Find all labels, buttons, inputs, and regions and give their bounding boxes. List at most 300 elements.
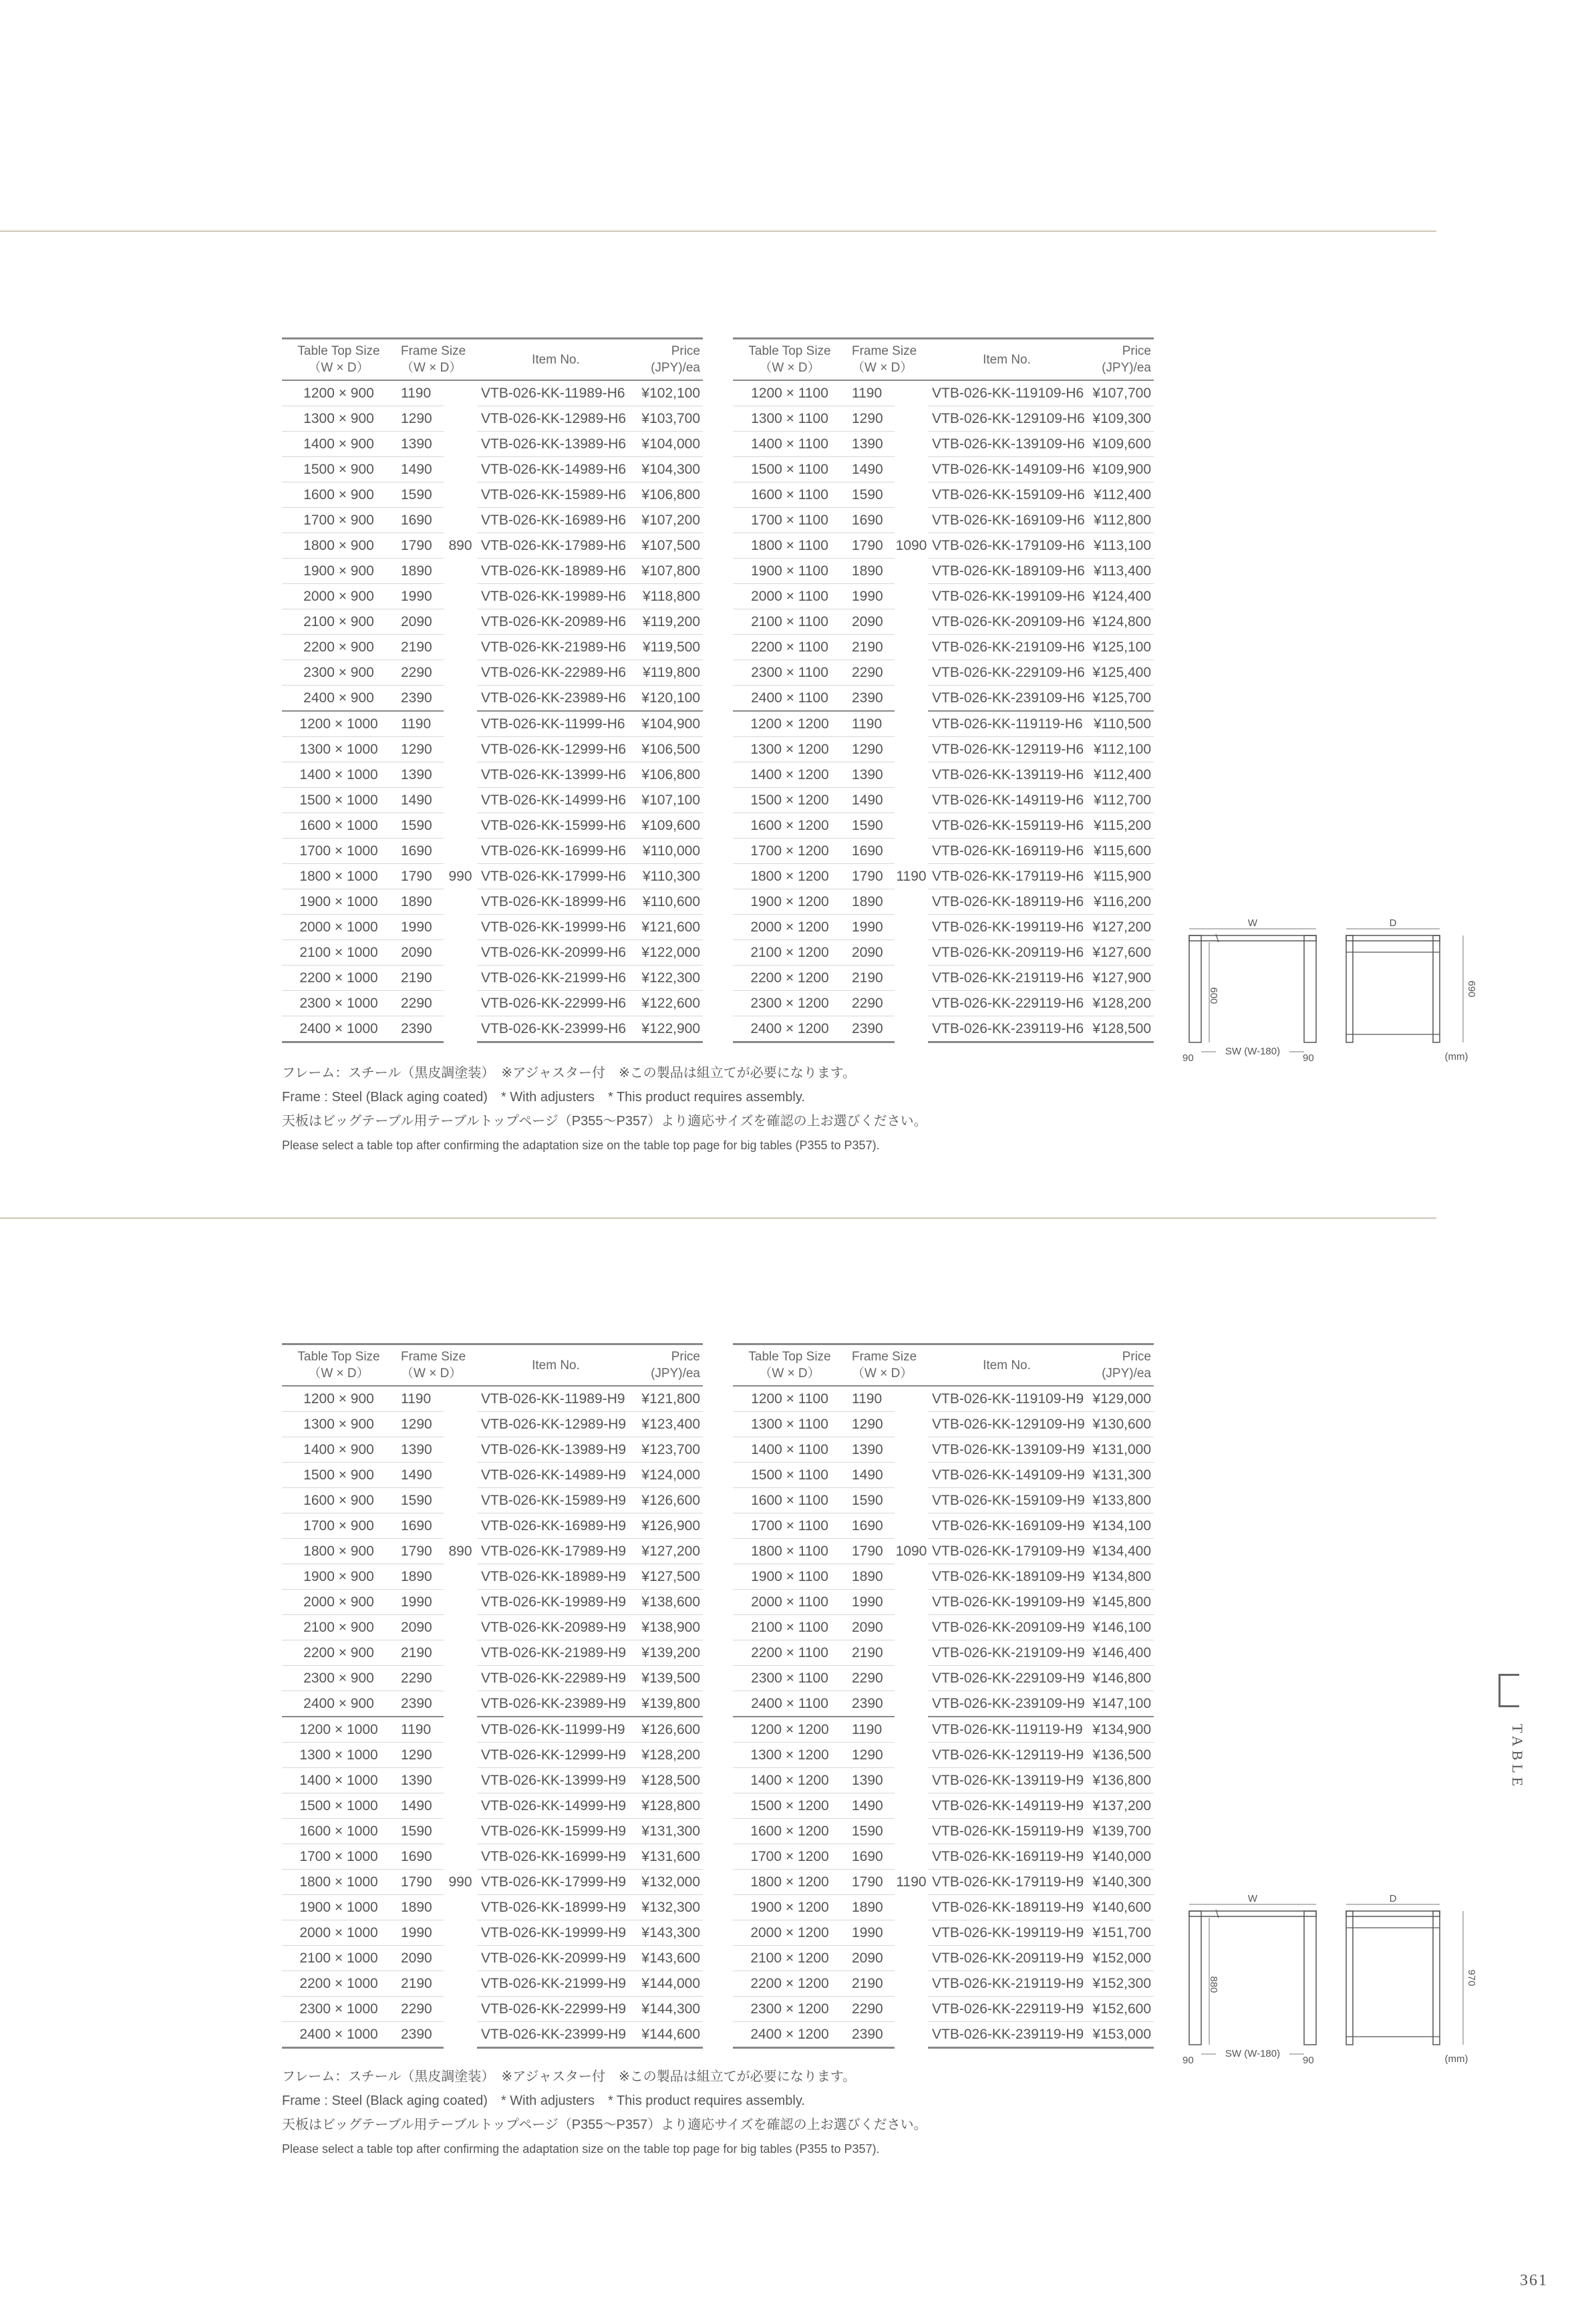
table-row [733,1615,1154,1640]
item-number: VTB-026-KK-119109-H9 [928,1386,1082,1412]
item-number: VTB-026-KK-239119-H9 [928,2022,1082,2048]
table-top-size: 1600 × 1200 [733,1819,846,1844]
frame-width: 2390 [846,2022,895,2048]
item-number: VTB-026-KK-129119-H6 [928,737,1082,762]
frame-width: 2390 [396,686,444,712]
table-top-size: 2400 × 900 [282,686,396,712]
item-number: VTB-026-KK-229119-H6 [928,991,1082,1016]
frame-width: 2290 [846,1666,895,1691]
table-top-size: 2200 × 1000 [282,1971,396,1997]
price: ¥116,200 [1082,889,1154,915]
frame-width: 1890 [846,889,895,915]
table-top-size: 1600 × 900 [282,1488,396,1513]
item-number: VTB-026-KK-11999-H9 [477,1717,631,1743]
table-top-size: 1300 × 1200 [733,1743,846,1768]
table-top-size: 1400 × 1100 [733,1437,846,1463]
item-number: VTB-026-KK-14989-H9 [477,1463,631,1488]
frame-width: 1690 [396,1513,444,1539]
frame-width: 1790 [396,864,444,889]
table-row [733,406,1154,432]
table-row [282,1488,703,1513]
table-top-size: 2100 × 900 [282,1615,396,1640]
price: ¥112,100 [1082,737,1154,762]
table-top-size: 1700 × 1100 [733,508,846,533]
notes [282,2065,927,2161]
price: ¥147,100 [1082,1691,1154,1717]
item-number: VTB-026-KK-209109-H9 [928,1615,1082,1640]
item-number: VTB-026-KK-14989-H6 [477,457,631,482]
table-row [282,1920,703,1946]
item-number: VTB-026-KK-139109-H6 [928,432,1082,457]
frame-width: 1490 [846,457,895,482]
item-number: VTB-026-KK-13989-H6 [477,432,631,457]
leg-width-label: 90 [1182,1052,1194,1062]
table-row [282,1793,703,1819]
item-number: VTB-026-KK-17989-H6 [477,533,631,559]
item-number: VTB-026-KK-16999-H9 [477,1844,631,1870]
item-number: VTB-026-KK-19999-H9 [477,1920,631,1946]
frame-width: 1290 [396,406,444,432]
table-top-size: 2000 × 1100 [733,1590,846,1615]
price: ¥124,400 [1082,584,1154,609]
table-row [733,508,1154,533]
item-number: VTB-026-KK-22989-H9 [477,1666,631,1691]
frame-width: 2290 [396,1666,444,1691]
frame-width: 2190 [396,1640,444,1666]
table-top-size: 2300 × 1000 [282,991,396,1016]
frame-width: 1290 [396,737,444,762]
frame-width: 1790 [396,1870,444,1895]
side-right-leg [1433,935,1440,1042]
price: ¥127,500 [631,1564,703,1590]
section-divider [0,1217,1436,1219]
table-top-size: 2300 × 900 [282,660,396,686]
frame-width: 1690 [846,839,895,864]
frame-width: 1990 [846,915,895,940]
depth-label: D [1389,917,1397,929]
frame-width: 2190 [846,1640,895,1666]
table-top-size: 1900 × 1200 [733,1895,846,1920]
item-number: VTB-026-KK-23989-H6 [477,686,631,712]
table-top-size: 1200 × 1200 [733,711,846,737]
note-jp-material: フレーム：スチール（黒皮調塗装） ※アジャスター付 ※この製品は組立てが必要になります。 [282,1066,856,1080]
table-row [733,864,1154,889]
table-top-size: 1700 × 1000 [282,1844,396,1870]
price: ¥109,600 [631,813,703,839]
table-row [733,889,1154,915]
table-top-size: 2400 × 900 [282,1691,396,1717]
table-row [282,737,703,762]
item-number: VTB-026-KK-229119-H9 [928,1997,1082,2022]
table-top-size: 1300 × 1000 [282,1743,396,1768]
item-number: VTB-026-KK-139119-H6 [928,762,1082,788]
table-top-size: 1700 × 900 [282,1513,396,1539]
price: ¥106,800 [631,762,703,788]
table-top-size: 1800 × 1200 [733,1870,846,1895]
note-jp-tabletop: 天板はビッグテーブル用テーブルトップページ（P355〜P357）より適応サイズを確認の上お選びください。 [282,2118,927,2132]
table-top-size: 1900 × 1100 [733,559,846,584]
item-number: VTB-026-KK-13999-H9 [477,1768,631,1793]
frame-width: 2290 [846,1997,895,2022]
price: ¥121,800 [631,1386,703,1412]
price: ¥152,000 [1082,1946,1154,1971]
frame-width: 1990 [396,1590,444,1615]
frame-width: 1190 [396,1386,444,1412]
price: ¥122,900 [631,1016,703,1042]
frame-width: 2390 [396,1691,444,1717]
price: ¥124,800 [1082,609,1154,635]
table-top-size: 2300 × 900 [282,1666,396,1691]
section-tab-label: TABLE [1509,1724,1526,1791]
table-top-size: 1900 × 1100 [733,1564,846,1590]
frame-depth: 890 [448,1544,472,1559]
table-row [282,635,703,660]
table-top-size: 2200 × 1200 [733,1971,846,1997]
frame-width: 1490 [396,788,444,813]
table-top-size: 1400 × 900 [282,432,396,457]
price: ¥134,400 [1082,1539,1154,1564]
price: ¥139,800 [631,1691,703,1717]
table-row [282,432,703,457]
frame-width: 1290 [846,1412,895,1437]
page-number: 361 [1520,2272,1548,2289]
frame-width: 1390 [846,432,895,457]
item-number: VTB-026-KK-169119-H9 [928,1844,1082,1870]
table-top-size: 1500 × 1100 [733,457,846,482]
note-jp-tabletop: 天板はビッグテーブル用テーブルトップページ（P355〜P357）より適応サイズを確認の上お選びください。 [282,1114,927,1129]
table-top-size: 2000 × 900 [282,584,396,609]
table-row [282,406,703,432]
header-frame-size: Frame Size （W × D） [846,1344,928,1387]
frame-width: 1990 [396,915,444,940]
table-row [282,864,703,889]
table-row [733,940,1154,966]
table-top-size: 2200 × 1100 [733,635,846,660]
item-number: VTB-026-KK-22999-H6 [477,991,631,1016]
price: ¥119,200 [631,609,703,635]
frame-width: 1290 [846,406,895,432]
table-row [282,559,703,584]
frame-width: 1690 [396,1844,444,1870]
table-top-size: 2100 × 1000 [282,1946,396,1971]
table-top-size: 2300 × 1200 [733,1997,846,2022]
table-row [733,1743,1154,1768]
price: ¥106,500 [631,737,703,762]
table-top-size: 1700 × 1000 [282,839,396,864]
frame-width: 1590 [846,1488,895,1513]
item-number: VTB-026-KK-11999-H6 [477,711,631,737]
frame-width: 2290 [846,660,895,686]
price: ¥138,600 [631,1590,703,1615]
item-number: VTB-026-KK-21989-H6 [477,635,631,660]
header-price: Price (JPY)/ea [1082,1344,1154,1387]
note-en-material: Frame : Steel (Black aging coated) * With adjusters * This product requires assembly. [282,1090,805,1105]
frame-width: 1990 [396,1920,444,1946]
price: ¥112,400 [1082,482,1154,508]
table-row [282,1513,703,1539]
table-row [282,609,703,635]
table-row [733,1946,1154,1971]
item-number: VTB-026-KK-169109-H9 [928,1513,1082,1539]
frame-width: 1690 [846,1844,895,1870]
table-top-size: 1300 × 1200 [733,737,846,762]
table-top-size: 1400 × 1000 [282,1768,396,1793]
item-number: VTB-026-KK-16999-H6 [477,839,631,864]
price: ¥123,700 [631,1437,703,1463]
width-label: W [1247,1893,1258,1904]
item-number: VTB-026-KK-189109-H6 [928,559,1082,584]
item-number: VTB-026-KK-119109-H6 [928,380,1082,406]
table-top-size: 2400 × 1100 [733,1691,846,1717]
price-table [733,1343,1154,2049]
price: ¥122,600 [631,991,703,1016]
table-top-size: 1200 × 1000 [282,1717,396,1743]
item-number: VTB-026-KK-159119-H6 [928,813,1082,839]
table-row [282,1768,703,1793]
front-right-leg [1304,935,1316,1042]
leg-width-label: 90 [1303,1052,1314,1062]
item-number: VTB-026-KK-15999-H9 [477,1819,631,1844]
table-top-size: 1300 × 900 [282,1412,396,1437]
table-row [733,482,1154,508]
table-row [733,1463,1154,1488]
item-number: VTB-026-KK-199109-H9 [928,1590,1082,1615]
item-number: VTB-026-KK-199109-H6 [928,584,1082,609]
frame-width: 1490 [396,1793,444,1819]
price: ¥146,100 [1082,1615,1154,1640]
table-top-size: 2200 × 900 [282,1640,396,1666]
item-number: VTB-026-KK-129109-H6 [928,406,1082,432]
frame-width: 2290 [396,991,444,1016]
table-row [733,1870,1154,1895]
price: ¥125,100 [1082,635,1154,660]
price: ¥127,200 [631,1539,703,1564]
frame-depth: 890 [448,538,472,553]
price: ¥134,900 [1082,1717,1154,1743]
table-row [282,1463,703,1488]
item-number: VTB-026-KK-169119-H6 [928,839,1082,864]
table-row [282,991,703,1016]
item-number: VTB-026-KK-12999-H9 [477,1743,631,1768]
price: ¥138,900 [631,1615,703,1640]
frame-width: 1390 [846,1437,895,1463]
item-number: VTB-026-KK-229109-H6 [928,660,1082,686]
frame-width: 2090 [396,940,444,966]
table-row [733,1717,1154,1743]
price: ¥151,700 [1082,1920,1154,1946]
unit-label: (mm) [1444,1051,1468,1062]
table-top-size: 2400 × 1200 [733,1016,846,1042]
frame-width: 1390 [396,762,444,788]
table-row [282,457,703,482]
item-number: VTB-026-KK-14999-H6 [477,788,631,813]
price: ¥144,300 [631,1997,703,2022]
header-price: Price (JPY)/ea [631,1344,703,1387]
price: ¥115,600 [1082,839,1154,864]
table-row [282,1016,703,1042]
span-width-label: SW (W-180) [1225,1046,1281,1057]
table-row [733,686,1154,712]
price: ¥112,400 [1082,762,1154,788]
frame-width: 1990 [396,584,444,609]
frame-width: 1190 [846,1386,895,1412]
table-row [733,584,1154,609]
frame-depth: 990 [448,868,472,884]
item-number: VTB-026-KK-21999-H6 [477,966,631,991]
frame-width: 1190 [396,711,444,737]
frame-width: 1590 [396,813,444,839]
price: ¥144,000 [631,1971,703,1997]
table-top-size: 1800 × 1000 [282,864,396,889]
table-top-size: 1400 × 1000 [282,762,396,788]
table-top-size: 2400 × 1000 [282,1016,396,1042]
frame-width: 1490 [846,1463,895,1488]
table-row [282,1691,703,1717]
inner-height-label: 600 [1208,987,1219,1004]
frame-width: 2290 [396,660,444,686]
table-row [282,533,703,559]
price: ¥136,800 [1082,1768,1154,1793]
price: ¥110,300 [631,864,703,889]
width-label: W [1247,917,1258,929]
table-top-size: 1500 × 1200 [733,1793,846,1819]
item-number: VTB-026-KK-17999-H9 [477,1870,631,1895]
frame-width: 2190 [396,635,444,660]
item-number: VTB-026-KK-23989-H9 [477,1691,631,1717]
table-top-size: 1200 × 900 [282,380,396,406]
item-number: VTB-026-KK-129109-H9 [928,1412,1082,1437]
frame-width: 2390 [846,1691,895,1717]
table-top-size: 1600 × 1200 [733,813,846,839]
item-number: VTB-026-KK-149109-H9 [928,1463,1082,1488]
frame-width: 2390 [396,1016,444,1042]
price: ¥110,000 [631,839,703,864]
table-top-size: 2300 × 1200 [733,991,846,1016]
table-row [733,839,1154,864]
frame-width: 1490 [396,457,444,482]
price: ¥139,500 [631,1666,703,1691]
table-top-size: 1300 × 900 [282,406,396,432]
price: ¥128,800 [631,1793,703,1819]
price: ¥118,800 [631,584,703,609]
frame-width: 1790 [846,1870,895,1895]
item-number: VTB-026-KK-12989-H6 [477,406,631,432]
table-row [733,2022,1154,2048]
table-row [733,1971,1154,1997]
front-left-leg [1189,1911,1201,2045]
frame-width: 2090 [846,1615,895,1640]
table-row [733,1513,1154,1539]
frame-depth: 1090 [895,538,927,553]
frame-width: 1890 [396,1895,444,1920]
table-row [282,966,703,991]
table-top-size: 2000 × 1000 [282,1920,396,1946]
item-number: VTB-026-KK-169109-H6 [928,508,1082,533]
frame-width: 1490 [846,1793,895,1819]
table-row [282,788,703,813]
table-row [282,940,703,966]
span-width-label: SW (W-180) [1225,2048,1281,2059]
frame-width: 1590 [846,813,895,839]
frame-width: 2390 [846,1016,895,1042]
item-number: VTB-026-KK-16989-H9 [477,1513,631,1539]
frame-dimension-diagram [1176,1891,1483,2065]
table-row [282,1844,703,1870]
item-number: VTB-026-KK-19989-H6 [477,584,631,609]
table-row [282,1564,703,1590]
frame-width: 2290 [396,1997,444,2022]
price: ¥109,900 [1082,457,1154,482]
table-row [733,1997,1154,2022]
price-table [282,337,703,1043]
table-row [733,1412,1154,1437]
item-number: VTB-026-KK-12989-H9 [477,1412,631,1437]
table-row [733,1691,1154,1717]
front-right-leg [1304,1911,1316,2045]
header-table-top-size: Table Top Size （W × D） [282,339,396,381]
table-row [282,482,703,508]
frame-width: 1190 [846,711,895,737]
frame-width: 1290 [396,1743,444,1768]
table-row [282,1870,703,1895]
price: ¥128,200 [1082,991,1154,1016]
table-row [733,1819,1154,1844]
frame-depth: 1190 [896,868,927,884]
item-number: VTB-026-KK-139109-H9 [928,1437,1082,1463]
item-number: VTB-026-KK-17989-H9 [477,1539,631,1564]
table-row [282,1666,703,1691]
frame-width: 1290 [396,1412,444,1437]
side-top-rail [1346,935,1440,941]
frame-width: 2090 [846,1946,895,1971]
price: ¥140,600 [1082,1895,1154,1920]
table-top-size: 2000 × 900 [282,1590,396,1615]
price: ¥144,600 [631,2022,703,2048]
header-price: Price (JPY)/ea [631,339,703,381]
item-number: VTB-026-KK-15989-H6 [477,482,631,508]
table-top-size: 2200 × 1000 [282,966,396,991]
table-row [282,1412,703,1437]
side-right-leg [1433,1911,1440,2045]
price: ¥132,000 [631,1870,703,1895]
header-frame-size: Frame Size （W × D） [396,339,477,381]
price: ¥143,300 [631,1920,703,1946]
table-row [733,660,1154,686]
price: ¥113,100 [1082,533,1154,559]
item-number: VTB-026-KK-15999-H6 [477,813,631,839]
header-item-no: Item No. [928,339,1082,381]
table-top-size: 1200 × 1000 [282,711,396,737]
table-top-size: 1800 × 900 [282,1539,396,1564]
item-number: VTB-026-KK-20999-H9 [477,1946,631,1971]
table-row [282,1819,703,1844]
table-top-size: 1800 × 1200 [733,864,846,889]
table-top-size: 1500 × 1100 [733,1463,846,1488]
section-divider [0,231,1436,232]
price: ¥131,300 [631,1819,703,1844]
price: ¥113,400 [1082,559,1154,584]
table-top-size: 1900 × 900 [282,1564,396,1590]
frame-width: 1190 [396,380,444,406]
price: ¥143,600 [631,1946,703,1971]
table-top-size: 2000 × 1000 [282,915,396,940]
table-row [733,380,1154,406]
price: ¥104,900 [631,711,703,737]
price: ¥120,100 [631,686,703,712]
table-top-size: 1900 × 1200 [733,889,846,915]
table-top-size: 2300 × 1100 [733,1666,846,1691]
table-row [282,1743,703,1768]
